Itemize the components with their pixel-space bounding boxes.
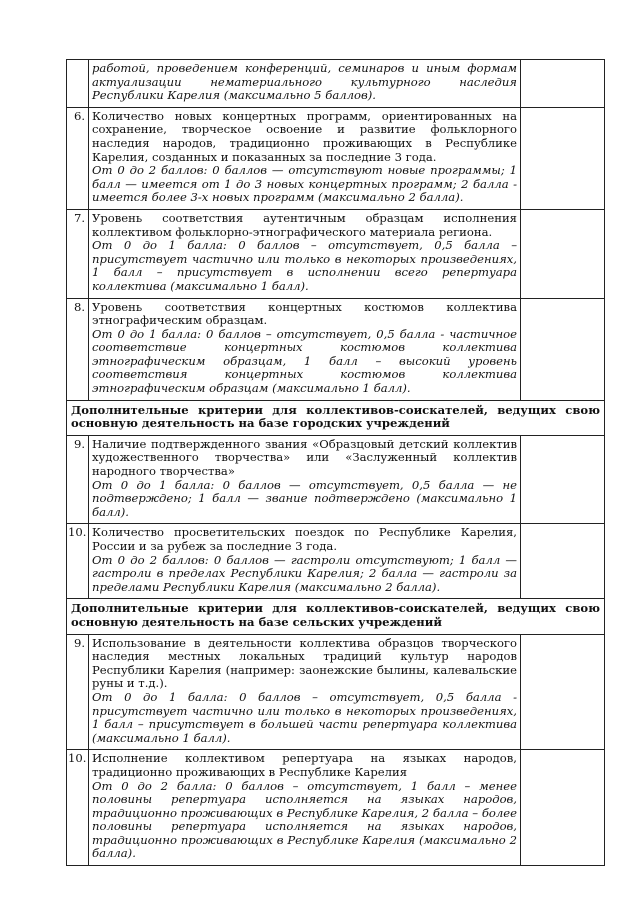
row-number: 9. (67, 435, 89, 524)
score-cell (521, 524, 605, 599)
row-number: 10. (67, 750, 89, 866)
row-number: 6. (67, 107, 89, 209)
table-row (67, 60, 605, 108)
criterion-scoring: От 0 до 2 баллов: 0 баллов — отсутствуют новые программы; 1 балл — имеется от 1 до 3 новых концертных программ; 2 балла - имеется более 3-х новых программ (максимально 2 балла). (92, 163, 517, 205)
criterion-cell (89, 524, 521, 599)
criterion-scoring: От 0 до 2 баллов: 0 баллов — гастроли отсутствуют; 1 балл — гастроли в пределах Республики Карелия; 2 балла — гастроли за пределами Республики Карелия (максимально 2 балла). (92, 552, 517, 594)
score-cell (521, 60, 605, 108)
criterion-text: Количество просветительских поездок по Республике Карелия, России и за рубеж за последние 3 года. (92, 525, 517, 553)
table-row (67, 209, 605, 298)
criterion-text: Количество новых концертных программ, ориентированных на сохранение, творческое освоение и развитие фольклорного наследия народов, традиционно проживающих в Республике Карелия, созданных и показанных за последние 3 года. (92, 108, 517, 164)
criterion-cell (89, 634, 521, 750)
score-cell (521, 209, 605, 298)
criterion-cell (89, 298, 521, 400)
criteria-table (66, 59, 605, 866)
row-number: 10. (67, 524, 89, 599)
criterion-scoring: работой, проведением конференций, семинаров и иным формам актуализации нематериального культурного наследия Республики Карелия (максимально 5 баллов). (92, 61, 517, 103)
criterion-text: Исполнение коллективом репертуара на языках народов, традиционно проживающих в Республике Карелия (92, 751, 517, 779)
table-row (67, 107, 605, 209)
table-row (67, 634, 605, 750)
criterion-scoring: От 0 до 2 балла: 0 баллов – отсутствует, 1 балл – менее половины репертуара исполняется на языках народов, традиционно проживающих в Республике Карелия, 2 балла – более половины репертуара исполняется на языках народов, традиционно проживающих в Республике Карелия (максимально 2 балла). (92, 778, 517, 861)
criterion-cell (89, 209, 521, 298)
score-cell (521, 750, 605, 866)
criterion-text: Наличие подтвержденного звания «Образцовый детский коллектив художественного творчества» или «Заслуженный коллектив народного творчества» (92, 436, 517, 479)
criterion-text: Уровень соответствия концертных костюмов коллектива этнографическим образцам. (92, 299, 517, 328)
section-header-row (67, 599, 605, 634)
criterion-scoring: От 0 до 1 балла: 0 баллов — отсутствует, 0,5 балла — не подтверждено; 1 балл — звание подтверждено (максимально 1 балл). (92, 477, 517, 519)
criterion-text: Уровень соответствия аутентичным образцам исполнения коллективом фольклорно-этнографического материала региона. (92, 210, 517, 239)
score-cell (521, 107, 605, 209)
score-cell (521, 634, 605, 750)
criterion-scoring: От 0 до 1 балла: 0 баллов – отсутствует, 0,5 балла - присутствует частично или только в некоторых произведениях, 1 балл – присутствует в большей части репертуара коллектива (максимально 1 балл). (92, 689, 517, 745)
table-row (67, 298, 605, 400)
score-cell (521, 435, 605, 524)
row-number (67, 60, 89, 108)
criterion-cell (89, 107, 521, 209)
criterion-cell (89, 60, 521, 108)
table-row (67, 524, 605, 599)
criterion-scoring: От 0 до 1 балла: 0 баллов – отсутствует, 0,5 балла - частичное соответствие концертных костюмов коллектива этнографическим образцам, 1 балл – высокий уровень соответствия концертных костюмов коллектива этнографическим образцам (максимально 1 балл). (92, 326, 517, 396)
criterion-cell (89, 750, 521, 866)
table-row (67, 750, 605, 866)
row-number: 9. (67, 634, 89, 750)
table-row (67, 435, 605, 524)
score-cell (521, 298, 605, 400)
section-title-rural: Дополнительные критерии для коллективов-соискателей, ведущих свою основную деятельность на базе сельских учреждений (67, 599, 605, 634)
criterion-scoring: От 0 до 1 балла: 0 баллов – отсутствует, 0,5 балла – присутствует частично или только в некоторых произведениях, 1 балл – присутствует в исполнении всего репертуара коллектива (максимально 1 балл). (92, 238, 517, 293)
row-number: 8. (67, 298, 89, 400)
criterion-cell (89, 435, 521, 524)
row-number: 7. (67, 209, 89, 298)
section-title-urban: Дополнительные критерии для коллективов-соискателей, ведущих свою основную деятельность на базе городских учреждений (67, 400, 605, 435)
section-header-row (67, 400, 605, 435)
criterion-text: Использование в деятельности коллектива образцов творческого наследия местных локальных традиций культур народов Республики Карелия (например: заонежские былины, калевальские руны и т.д.). (92, 635, 517, 691)
